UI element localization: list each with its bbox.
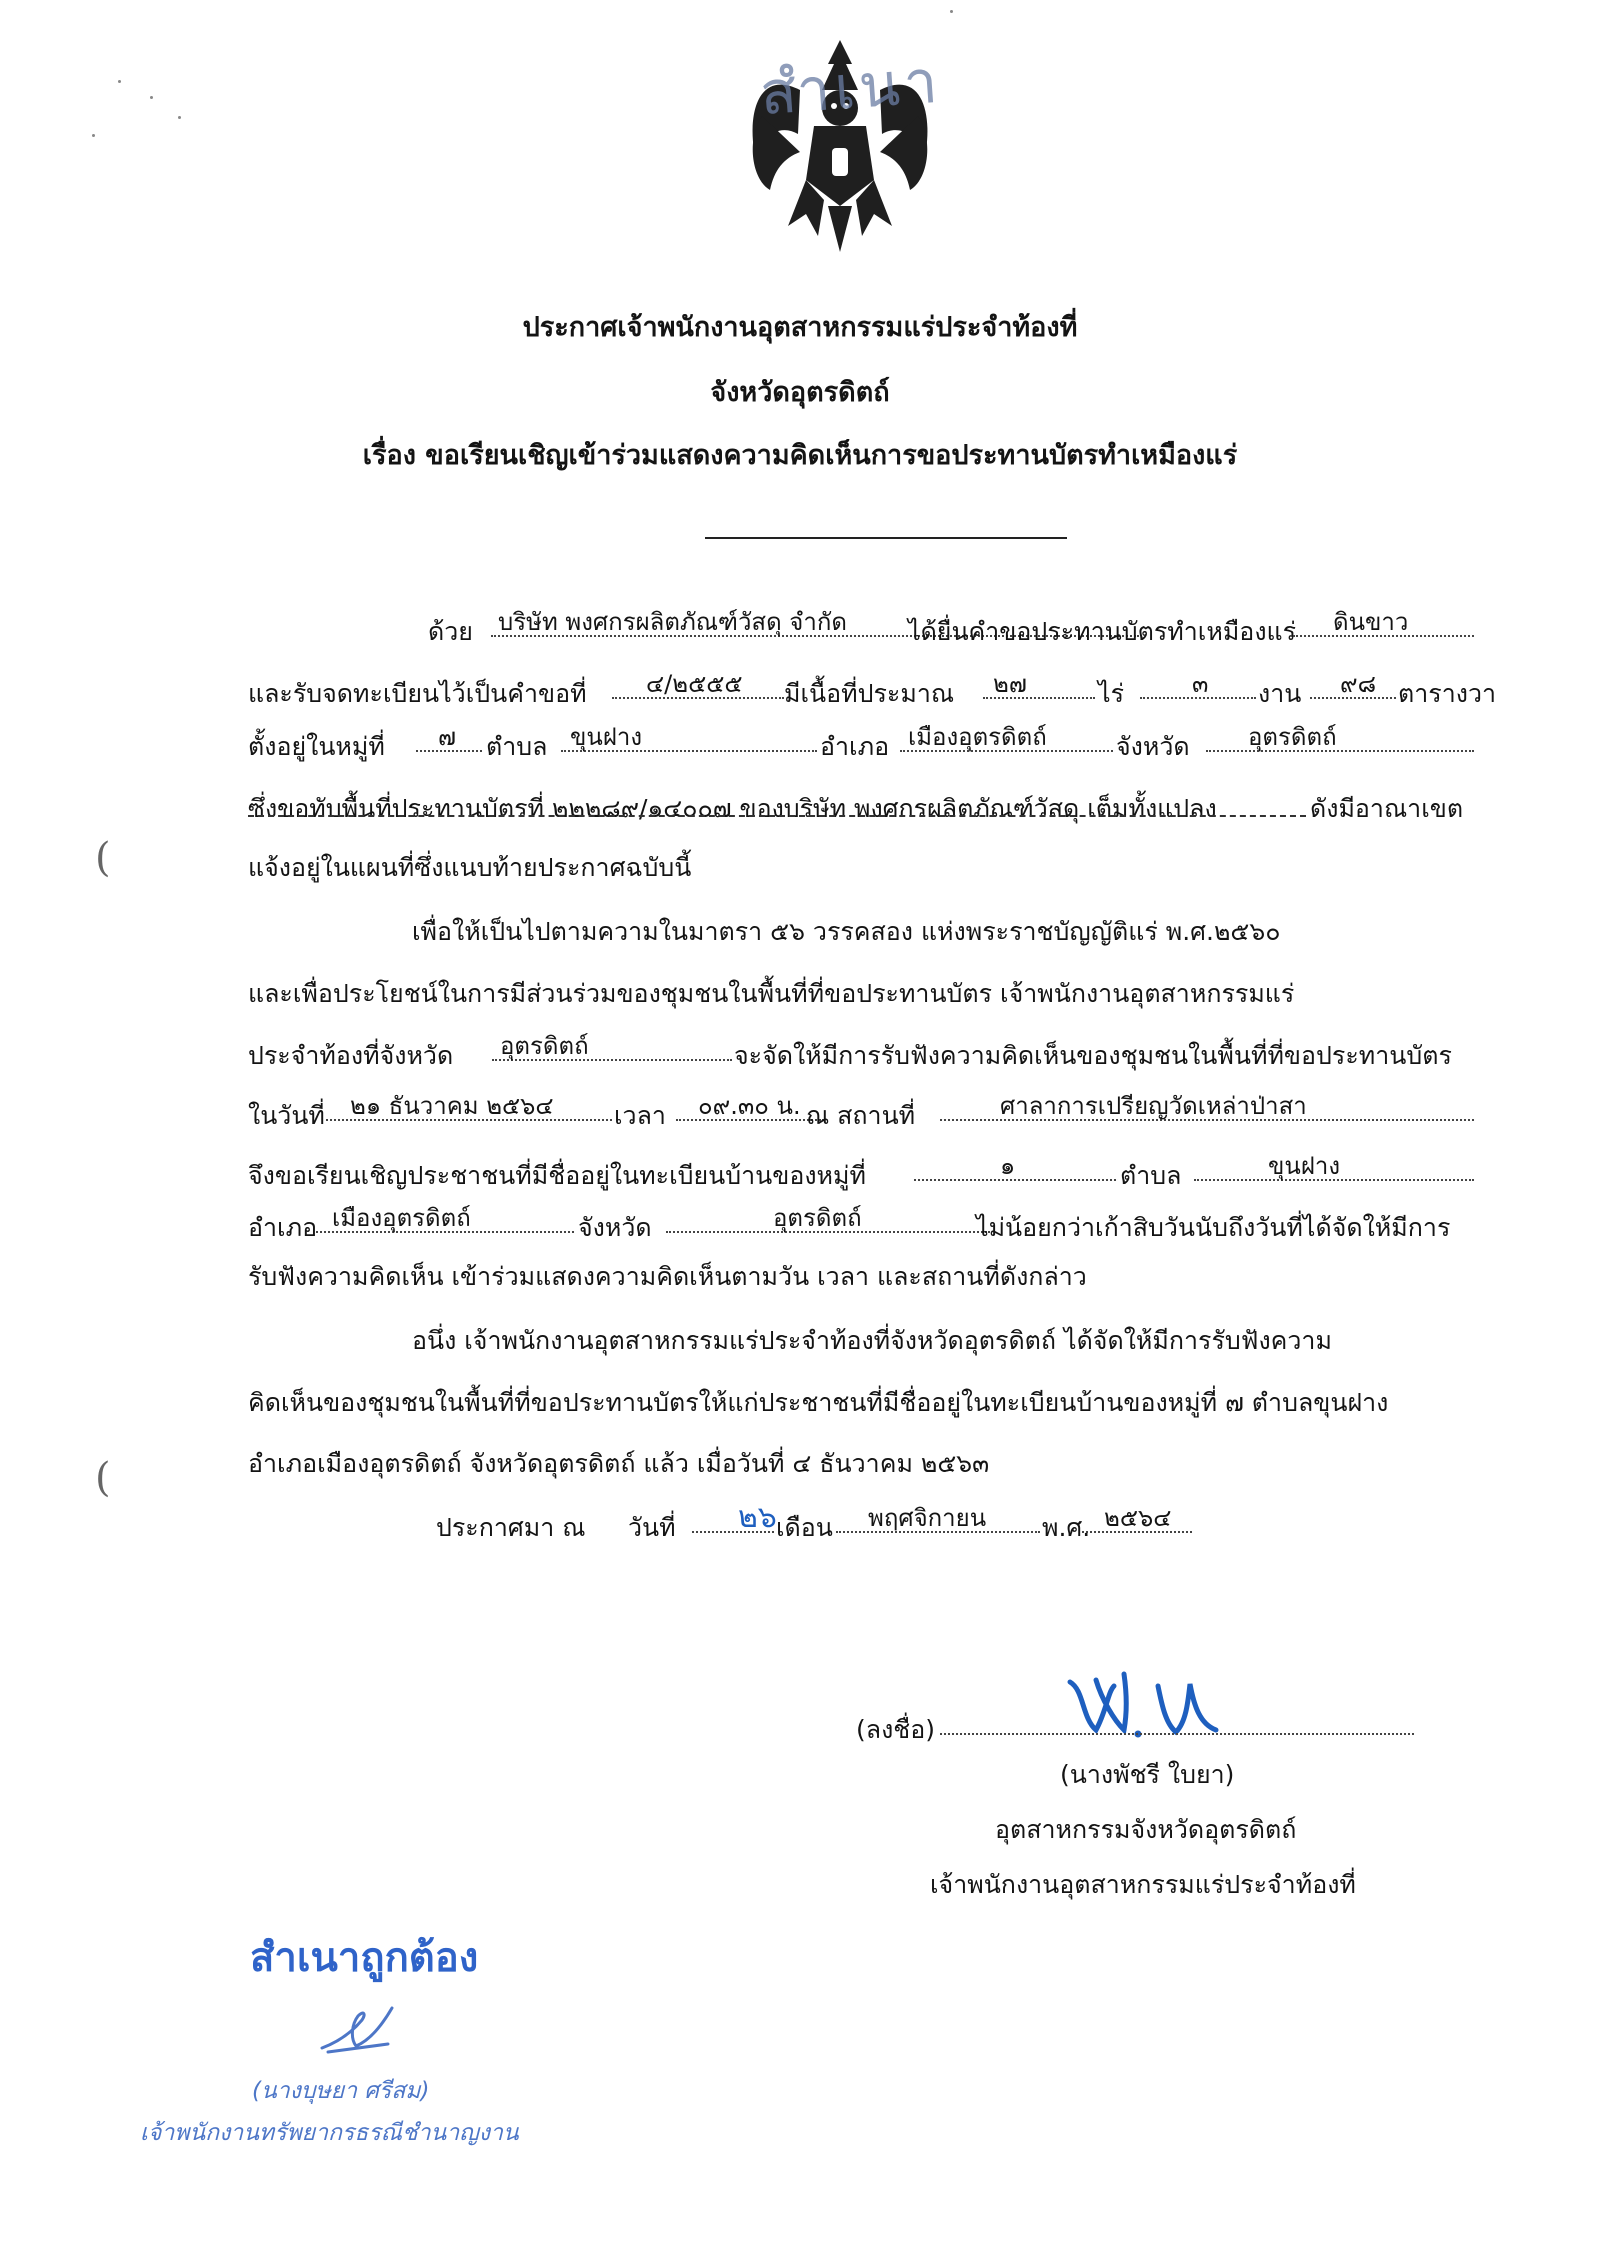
label-request-no: และรับจดทะเบียนไว้เป็นคำขอที่: [248, 679, 587, 708]
province-name: อุตรดิตถ์: [500, 1032, 589, 1060]
announce-year: ๒๕๖๔: [1104, 1504, 1172, 1532]
label-amphoe: อำเภอ: [820, 732, 890, 761]
label-time: เวลา: [614, 1101, 666, 1130]
label-hearing: จะจัดให้มีการรับฟังความคิดเห็นของชุมชนในพื้นที่ที่ขอประทานบัตร: [734, 1041, 1452, 1070]
moo-number: ๗: [438, 723, 457, 751]
margin-mark: (: [95, 835, 111, 881]
label-province: จังหวัด: [1116, 732, 1190, 761]
header-line-1: ประกาศเจ้าพนักงานอุตสาหกรรมแร่ประจำท้องที่: [522, 312, 1078, 343]
moo-number: ๑: [1000, 1152, 1016, 1180]
tambon-name: ขุนฝาง: [570, 723, 643, 751]
header-line-2: จังหวัดอุตรดิตถ์: [710, 377, 890, 408]
speck: [118, 80, 121, 83]
underline: [248, 815, 1306, 817]
area-sq-wa: ๙๘: [1340, 670, 1377, 698]
para3-line2: คิดเห็นของชุมชนในพื้นที่ที่ขอประทานบัตรให้แก่ประชาชนที่มีชื่ออยู่ในทะเบียนบ้านของหมู่ที่ ๗ ตำบลขุนฝาง: [248, 1388, 1389, 1417]
label-signed: (ลงชื่อ): [856, 1715, 936, 1744]
dotted-leader: [1206, 750, 1474, 752]
header-line-3: เรื่อง ขอเรียนเชิญเข้าร่วมแสดงความคิดเห็นการขอประทานบัตรทำเหมืองแร่: [362, 440, 1238, 471]
copy-stamp-top: สำเนา: [757, 46, 944, 130]
request-number: ๔/๒๕๕๕: [646, 670, 743, 698]
province-name: อุตรดิตถ์: [1248, 723, 1337, 751]
para3-line3: อำเภอเมืองอุตรดิตถ์ จังหวัดอุตรดิตถ์ แล้ว เมื่อวันที่ ๔ ธันวาคม ๒๕๖๓: [248, 1449, 990, 1478]
label-announce: ประกาศมา ณ: [436, 1513, 586, 1542]
hearing-date: ๒๑ ธันวาคม ๒๕๖๔: [350, 1092, 554, 1120]
speck: [178, 116, 181, 119]
margin-mark: (: [95, 1455, 111, 1501]
amphoe-name: เมืองอุตรดิตถ์: [332, 1204, 471, 1232]
copy-signature-icon: [318, 2002, 398, 2058]
label-tambon: ตำบล: [486, 732, 548, 761]
para2-line7: รับฟังความคิดเห็น เข้าร่วมแสดงความคิดเห็นตามวัน เวลา และสถานที่ดังกล่าว: [248, 1262, 1087, 1291]
speck: [92, 134, 95, 137]
hearing-venue: ศาลาการเปรียญวัดเหล่าป่าสา: [1000, 1092, 1307, 1120]
para1-line3: [248, 717, 1474, 761]
label-rai: ไร่: [1098, 679, 1125, 708]
para1-line2: [248, 664, 1497, 708]
signer-title-2: เจ้าพนักงานอุตสาหกรรมแร่ประจำท้องที่: [930, 1870, 1356, 1899]
para2-line2: และเพื่อประโยชน์ในการมีส่วนร่วมของชุมชนในพื้นที่ที่ขอประทานบัตร เจ้าพนักงานอุตสาหกรรมแร่: [248, 979, 1295, 1008]
para2-line1: เพื่อให้เป็นไปตามความในมาตรา ๕๖ วรรคสอง แห่งพระราชบัญญัติแร่ พ.ศ.๒๕๖๐: [412, 917, 1281, 946]
label-area: มีเนื้อที่ประมาณ: [784, 679, 955, 708]
amphoe-name: เมืองอุตรดิตถ์: [908, 723, 1047, 751]
label-moo: ตั้งอยู่ในหมู่ที่: [248, 732, 385, 761]
label-sq-wa: ตารางวา: [1398, 679, 1497, 708]
area-rai: ๒๗: [993, 670, 1027, 698]
certifier-position: เจ้าพนักงานทรัพยากรธรณีชำนาญงาน: [140, 2120, 519, 2146]
company-name: บริษัท พงศกรผลิตภัณฑ์วัสดุ จำกัด: [498, 608, 847, 636]
label-month: เดือน: [776, 1513, 833, 1542]
signature-line: [856, 1700, 1416, 1744]
para3-line1: อนึ่ง เจ้าพนักงานอุตสาหกรรมแร่ประจำท้องที่จังหวัดอุตรดิตถ์ ได้จัดให้มีการรับฟังความ: [412, 1326, 1332, 1355]
label-year: พ.ศ.: [1042, 1513, 1091, 1542]
overlap-text: ซึ่งขอทับพื้นที่ประทานบัตรที่ ๒๒๒๘๙/๑๔๐๐๗ ของบริษัท พงศกรผลิตภัณฑ์วัสดุ เต็มทั้งแปลง: [248, 794, 1217, 823]
para1-line4: [248, 779, 1474, 823]
label-ngan: งาน: [1258, 679, 1302, 708]
announce-month: พฤศจิกายน: [868, 1504, 987, 1532]
para2-line3: [248, 1026, 1474, 1070]
announce-line: [248, 1498, 1474, 1542]
speck: [950, 10, 953, 13]
certified-copy-stamp: สำเนาถูกต้อง: [250, 1935, 479, 1981]
hearing-time: ๐๙.๓๐ น.: [698, 1092, 801, 1120]
certifier-name: (นางบุษยา ศรีสม): [252, 2078, 430, 2104]
speck: [150, 96, 153, 99]
label-tambon: ตำบล: [1120, 1161, 1182, 1190]
mineral-type: ดินขาว: [1333, 608, 1409, 636]
label-deadline: ไม่น้อยกว่าเก้าสิบวันนับถึงวันที่ได้จัดให้มีการ: [976, 1213, 1451, 1242]
label-submitted: ได้ยื่นคำขอประทานบัตรทำเหมืองแร่: [908, 617, 1297, 646]
label-venue: ณ สถานที่: [806, 1101, 916, 1130]
area-ngan: ๓: [1192, 670, 1209, 698]
province-name: อุตรดิตถ์: [773, 1204, 862, 1232]
para1-line5: แจ้งอยู่ในแผนที่ซึ่งแนบท้ายประกาศฉบับนี้: [248, 853, 692, 882]
label-invite: จึงขอเรียนเชิญประชาชนที่มีชื่ออยู่ในทะเบียนบ้านของหมู่ที่: [248, 1161, 866, 1190]
label-boundary: ดังมีอาณาเขต: [1310, 794, 1464, 823]
label-duay: ด้วย: [428, 617, 473, 646]
label-amphoe: อำเภอ: [248, 1213, 318, 1242]
signer-name: (นางพัชรี ใบยา): [1060, 1760, 1235, 1789]
label-province-office: ประจำท้องที่จังหวัด: [248, 1041, 454, 1070]
dotted-leader: [940, 1733, 1414, 1735]
announce-day: ๒๖: [738, 1500, 777, 1535]
signer-title-1: อุตสาหกรรมจังหวัดอุตรดิตถ์: [995, 1815, 1297, 1844]
para1-line1: [248, 602, 1474, 646]
header-divider: [705, 537, 1067, 539]
label-date: ในวันที่: [248, 1101, 325, 1130]
tambon-name: ขุนฝาง: [1268, 1152, 1341, 1180]
para2-line4: [248, 1086, 1474, 1130]
label-province: จังหวัด: [578, 1213, 652, 1242]
label-day: วันที่: [628, 1513, 676, 1542]
para2-line5: [248, 1146, 1474, 1190]
para2-line6: [248, 1198, 1474, 1242]
